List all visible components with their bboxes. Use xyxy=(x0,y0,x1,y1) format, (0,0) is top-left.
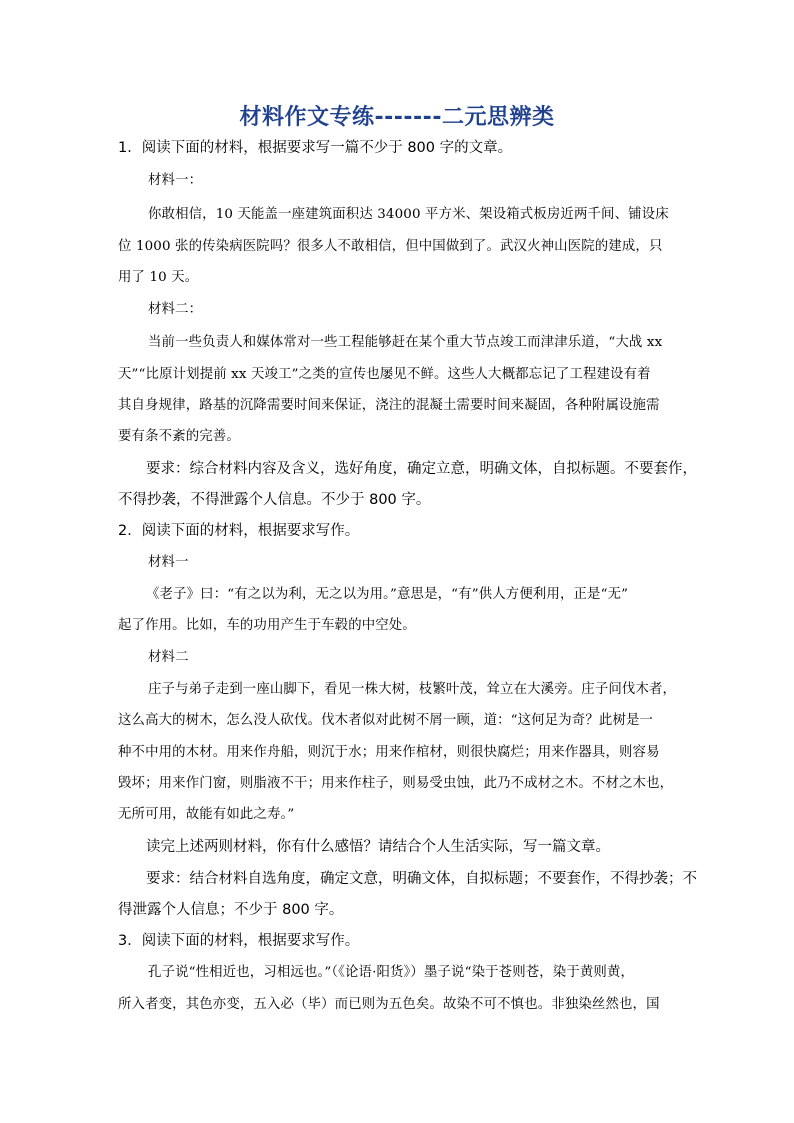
text-line: 起了作用。比如，车的功用产生于车毂的中空处。 xyxy=(118,618,416,633)
text-line: 1．阅读下面的材料，根据要求写一篇不少于 800 字的文章。 xyxy=(118,140,513,156)
text-line: 这么高大的树木，怎么没人砍伐。伐木者似对此树不屑一顾，道：“这何足为奇？此树是一 xyxy=(118,713,654,728)
text-line: 材料一： xyxy=(148,173,203,188)
text-line: 材料一 xyxy=(148,555,189,570)
text-line: 种不中用的木材。用来作舟船，则沉于水；用来作棺材，则很快腐烂；用来作器具，则容易 xyxy=(118,745,660,760)
text-line: 3．阅读下面的材料，根据要求写作。 xyxy=(118,933,360,949)
text-line: 得泄露个人信息；不少于 800 字。 xyxy=(118,902,344,918)
text-line: 无所可用，故能有如此之寿。” xyxy=(118,807,295,822)
text-line: 当前一些负责人和媒体常对一些工程能够赶在某个重大节点竣工而津津乐道，“大战 xx xyxy=(148,335,663,350)
text-line: 《老子》曰：“有之以为利，无之以为用。”意思是，“有”供人方便利用，正是“无” xyxy=(146,587,629,602)
text-line: 天”“比原计划提前 xx 天竣工”之类的宣传也屡见不鲜。这些人大概都忘记了工程建设有着 xyxy=(118,367,651,382)
text-line: 庄子与弟子走到一座山脚下，看见一株大树，枝繁叶茂，耸立在大溪旁。庄子问伐木者， xyxy=(148,682,677,697)
text-line: 其自身规律，路基的沉降需要时间来保证，浇注的混凝土需要时间来凝固，各种附属设施需 xyxy=(118,398,660,413)
text-line: 不得抄袭，不得泄露个人信息。不少于 800 字。 xyxy=(118,492,431,508)
page-title: 材料作文专练-------二元思辨类 xyxy=(239,105,555,130)
text-line: 材料二： xyxy=(148,302,203,317)
text-line: 用了 10 天。 xyxy=(118,270,199,285)
text-line: 要求：结合材料自选角度，确定文意，明确文体，自拟标题；不要套作，不得抄袭；不 xyxy=(146,871,697,887)
text-line: 要有条不紊的完善。 xyxy=(118,429,240,444)
text-line: 你敢相信，10 天能盖一座建筑面积达 34000 平方米、架设箱式板房近两千间、铺设床 xyxy=(148,207,669,222)
text-line: 要求：综合材料内容及含义，选好角度，确定立意，明确文体，自拟标题。不要套作， xyxy=(146,461,697,477)
text-line: 读完上述两则材料，你有什么感悟？请结合个人生活实际，写一篇文章。 xyxy=(146,839,610,855)
text-line: 材料二 xyxy=(148,650,189,665)
text-line: 所入者变，其色亦变，五入必（毕）而已则为五色矣。故染不可不慎也。非独染丝然也，国 xyxy=(118,997,660,1012)
text-line: 孔子说“性相近也，习相远也。”（《论语·阳货》）墨子说“染于苍则苍，染于黄则黄， xyxy=(148,965,635,980)
text-line: 2．阅读下面的材料，根据要求写作。 xyxy=(118,523,360,539)
text-line: 位 1000 张的传染病医院吗？很多人不敢相信，但中国做到了。武汉火神山医院的建成，只 xyxy=(118,239,663,254)
text-line: 毁坏；用来作门窗，则脂液不干；用来作柱子，则易受虫蚀，此乃不成材之木。不材之木也， xyxy=(118,776,674,791)
